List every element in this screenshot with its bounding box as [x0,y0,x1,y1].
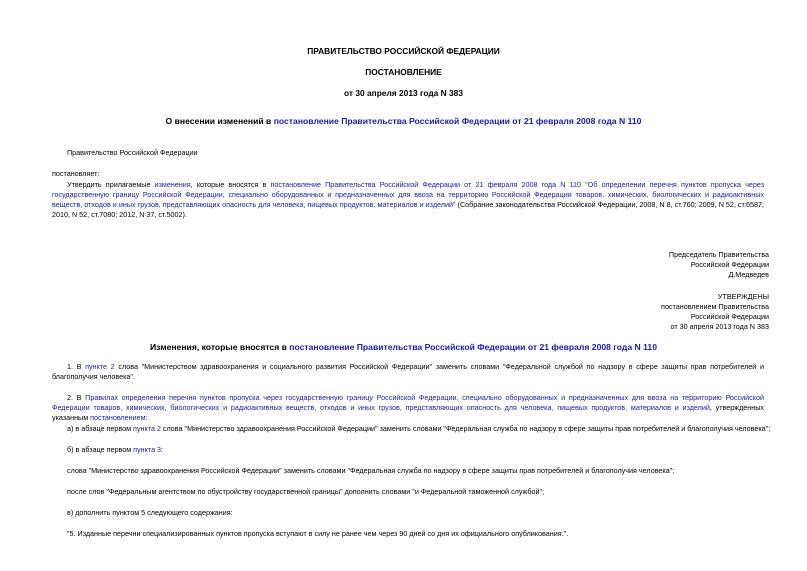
subitem-c: в) дополнить пунктом 5 следующего содержания: [67,508,233,517]
item1-point-link[interactable]: пункте 2 [85,362,115,371]
rules-link[interactable]: Правилах определения перечня пунктов пропуска через государственную границу Российской Федерации, специально оборудованных и предназначенных для ввоза на территорию Российской Федерации товаров, химических, биологических и радиоактивных веществ, отходов и иных грузов, представляющих опасность для человека, пищевых продуктов, материалов и изделий [52,393,764,412]
paragraph-text: , которые вносятся в [190,180,271,189]
resolution-paragraph [52,180,764,220]
paragraph-text: 1. В [67,362,86,371]
approved-org: Российской Федерации [690,312,769,321]
title-link[interactable]: постановление Правительства Российской Федерации от 21 февраля 2008 года N 110 [273,116,642,126]
paragraph-text: Утвердить прилагаемые [67,180,155,189]
subitem-b-link[interactable]: пункта 3 [133,445,162,454]
subitem-a-link[interactable]: пункта 2 [133,424,161,433]
paragraph-text: а) в абзаце первом [67,424,134,433]
paragraph-text: : [161,445,164,454]
changes-link[interactable]: изменения [154,180,191,189]
document-date-number: от 30 апреля 2013 года N 383 [344,88,463,98]
paragraph-text: , утвержденных указанным [52,403,764,422]
changes-title [0,342,807,352]
subitem-a [67,424,770,434]
title-prefix: О внесении изменений в [165,116,274,126]
changes-title-link[interactable]: постановление Правительства Российской Федерации от 21 февраля 2008 года N 110 [289,342,657,352]
paragraph-text: б) в абзаце первом [67,445,134,454]
new-point-5-quote: "5. Изданные перечни специализированных пунктов пропуска вступают в силу не ранее чем через 90 дней со дня их официального опубликования.". [67,529,569,538]
approved-label: УТВЕРЖДЕНЫ [717,292,769,301]
issuer: Правительство Российской Федерации [67,148,198,157]
resolution-110-link[interactable]: постановление Правительства Российской Федерации от 21 февраля 2008 года N 110 "Об определении перечня пунктов пропуска через государственную границу Российской Федерации, специально оборудованных и предназначенных для ввоза на территорию Российской Федерации товаров, химических, биологических и радиоактивных веществ, отходов и иных грузов, представляющих опасность для человека, пищевых продуктов, материалов и изделий" [52,180,764,209]
signature-title: Председатель Правительства [668,250,769,259]
government-name: ПРАВИТЕЛЬСТВО РОССИЙСКОЙ ФЕДЕРАЦИИ [307,46,500,56]
subitem-b-after: после слов "Федеральным агентством по обустройству государственной границы" дополнить словами "и Федеральной таможенной службой"; [67,487,545,496]
paragraph-text: слова "Министерство здравоохранения Российской Федерации" заменить словами "Федеральная служба по надзору в сфере защиты прав потребителей и благополучия человека"; [160,424,771,433]
approved-date: от 30 апреля 2013 года N 383 [670,322,769,331]
change-item-2 [52,393,764,423]
paragraph-text: слова "Министерством здравоохранения и социального развития Российской Федерации" заменить словами "Федеральной службой по надзору в сфере защиты прав потребителей и благополучия человека". [52,362,764,381]
resolution-link[interactable]: постановлением [90,413,146,422]
subitem-b-words: слова "Министерство здравоохранения Российской Федерации" заменить словами "Федеральная служба по надзору в сфере защиты прав потребителей и благополучия человека"; [67,466,675,475]
document-title [0,116,807,126]
signature-name: Д.Медведев [728,270,769,279]
subitem-b [67,445,163,455]
signature-org: Российской Федерации [690,260,769,269]
approved-by: постановлением Правительства [661,302,769,311]
change-item-1 [52,362,764,382]
paragraph-text: : [145,413,148,422]
document-type: ПОСТАНОВЛЕНИЕ [365,67,442,77]
paragraph-text: 2. В [67,393,86,402]
resolves-label: постановляет: [52,169,100,178]
paragraph-text: (Собрание законодательства Российской Федерации, 2008, N 8, ст.760; 2009, N 52, ст.6587; 2010, N 52, ст.7080; 2012, N 37, ст.5002). [52,200,764,219]
changes-title-prefix: Изменения, которые вносятся в [150,342,290,352]
